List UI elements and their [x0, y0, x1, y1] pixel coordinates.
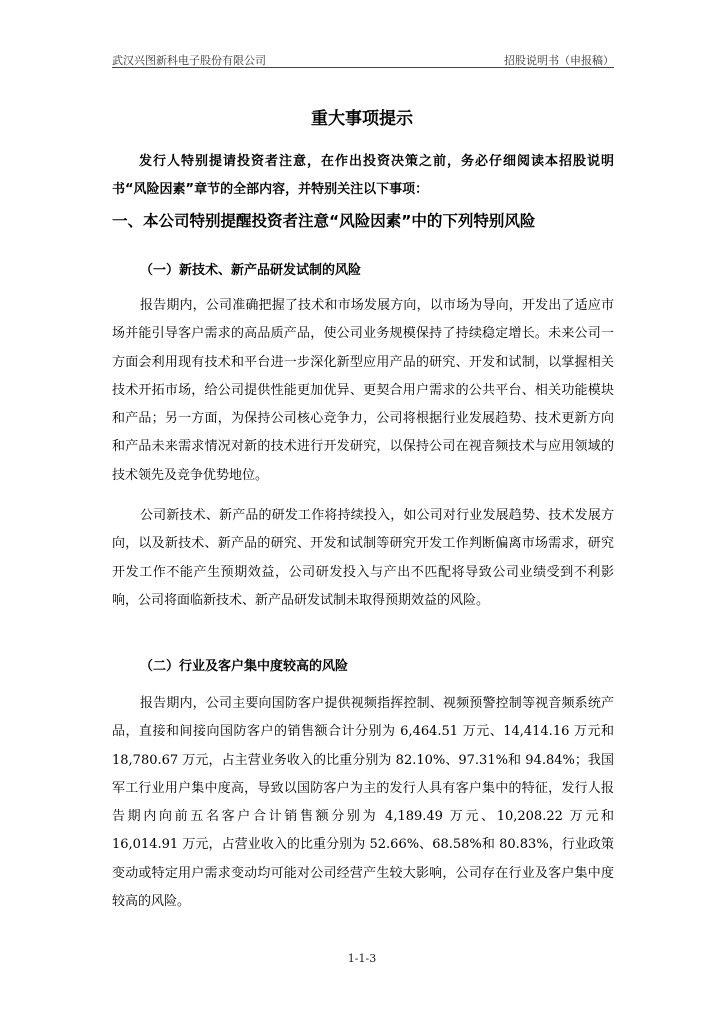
subsection-heading-concentration: （二）行业及客户集中度较高的风险: [140, 659, 349, 674]
paragraph-concentration: 报告期内，公司主要向国防客户提供视频指挥控制、视频预警控制等视音频系统产品，直接和间接向国防客户的销售额合计分别为 6,464.51 万元、14,414.16 万元和 18,780.67 万元，占主营业务收入的比重分别为 82.10%、97.31%和 94.84%；我国军工行业用户集中度高，导致以国防客户为主的发行人具有客户集中的特征，发行人报告期内向前五名客户合计销售额分别为 4,189.49 万元、10,208.22 万元和 16,014.91 万元，占营业收入的比重分别为 52.66%、68.58%和 80.83%，行业政策变动或特定用户需求变动均可能对公司经营产生较大影响，公司存在行业及客户集中度较高的风险。: [112, 696, 614, 910]
intro-paragraph: 发行人特别提请投资者注意，在作出投资决策之前，务必仔细阅读本招股说明书“风险因素”章节的全部内容，并特别关注以下事项：: [112, 154, 614, 197]
page-title: 重大事项提示: [311, 109, 413, 129]
header-document-name: 招股说明书（申报稿）: [504, 55, 614, 67]
paragraph-new-tech-2: 公司新技术、新产品的研发工作将持续投入，如公司对行业发展趋势、技术发展方向，以及新技术、新产品的研究、开发和试制等研究开发工作判断偏离市场需求，研究开发工作不能产生预期效益，公司研发投入与产出不匹配将导致公司业绩受到不利影响，公司将面临新技术、新产品研发试制未取得预期效益的风险。: [112, 508, 614, 608]
subsection-heading-new-tech: （一）新技术、新产品研发试制的风险: [140, 263, 362, 278]
page-number: 1-1-3: [347, 952, 377, 965]
paragraph-new-tech-1: 报告期内，公司准确把握了技术和市场发展方向，以市场为导向，开发出了适应市场并能引导客户需求的高品质产品，使公司业务规模保持了持续稳定增长。未来公司一方面会利用现有技术和平台进一步深化新型应用产品的研究、开发和试制，以掌握相关技术开拓市场，给公司提供性能更加优异、更契合用户需求的公共平台、相关功能模块和产品；另一方面，为保持公司核心竞争力，公司将根据行业发展趋势、技术更新方向和产品未来需求情况对新的技术进行开发研究，以保持公司在视音频技术与应用领域的技术领先及竞争优势地位。: [112, 298, 614, 483]
header-divider: [112, 67, 614, 68]
header-company-name: 武汉兴图新科电子股份有限公司: [112, 55, 266, 67]
section-heading: 一、本公司特别提醒投资者注意“风险因素”中的下列特别风险: [112, 212, 536, 230]
